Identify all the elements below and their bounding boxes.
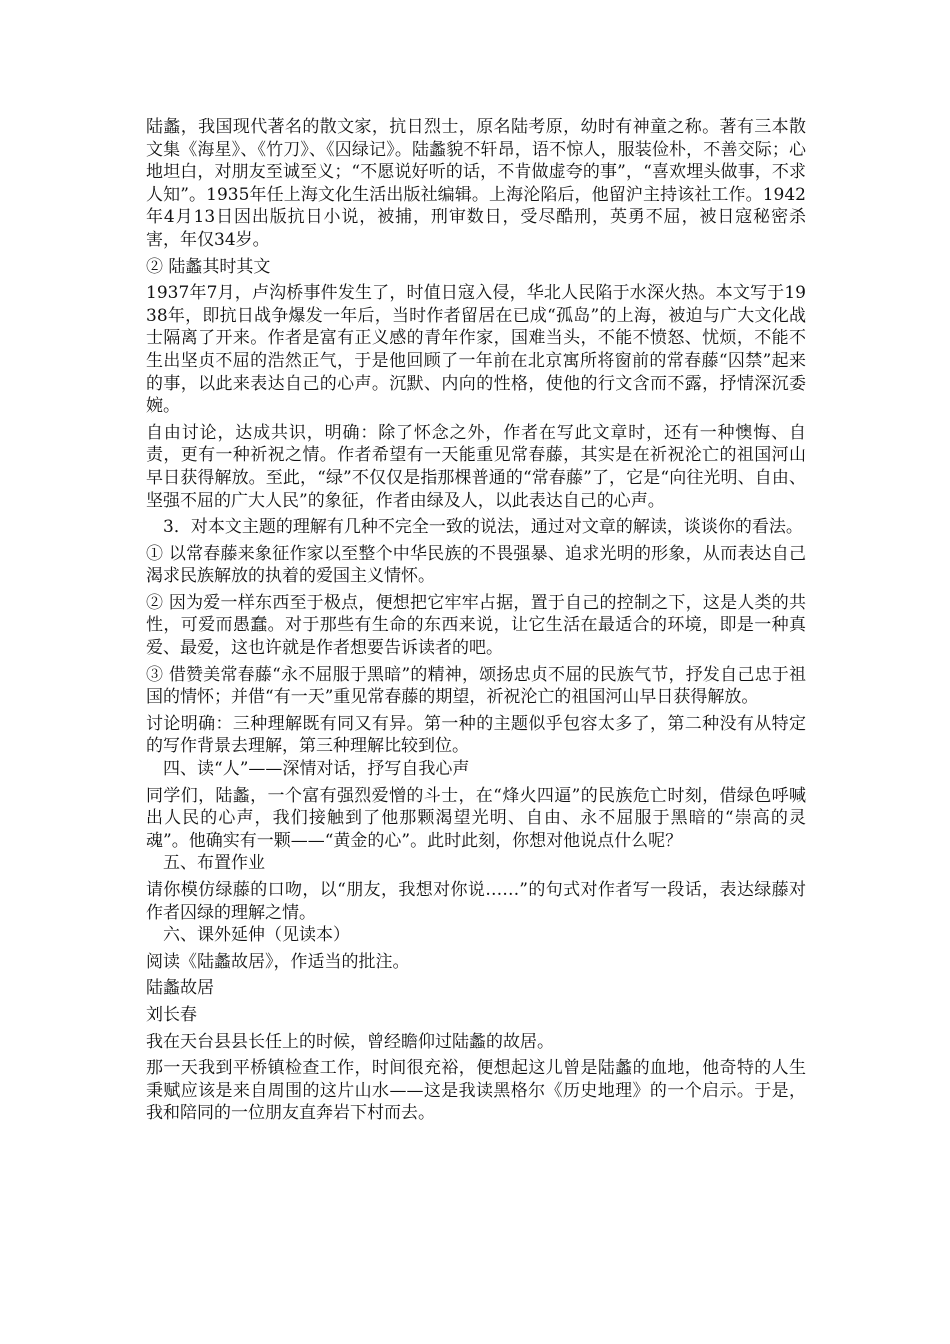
paragraph: 阅读《陆蠡故居》，作适当的批注。 [146,951,410,972]
paragraph: 六、课外延伸（见读本） [163,925,350,946]
paragraph: 同学们，陆蠡，一个富有强烈爱憎的斗士，在“烽火四逼”的民族危亡时刻，借绿色呼喊出人民的心声，我们接触到了他那颗渴望光明、自由、永不屈服于黑暗的“崇高的灵魂”。他确实有一颗——“黄金的心”。此时此刻，你想对他说点什么呢？ [146,785,806,851]
paragraph: 3．对本文主题的理解有几种不完全一致的说法，通过对文章的解读，谈谈你的看法。 [163,517,803,538]
paragraph: ① 以常春藤来象征作家以至整个中华民族的不畏强暴、追求光明的形象，从而表达自己渴求民族解放的执着的爱国主义情怀。 [146,543,806,587]
paragraph: 讨论明确：三种理解既有同又有异。第一种的主题似乎包容太多了，第二种没有从特定的写作背景去理解，第三种理解比较到位。 [146,713,806,757]
paragraph: ② 陆蠡其时其文 [146,256,271,277]
paragraph: 自由讨论，达成共识，明确：除了怀念之外，作者在写此文章时，还有一种懊悔、自责，更有一种祈祝之情。作者希望有一天能重见常春藤，其实是在祈祝沦亡的祖国河山早日获得解放。至此，“绿”不仅仅是指那棵普通的“常春藤”了，它是“向往光明、自由、坚强不屈的广大人民”的象征，作者由绿及人，以此表达自己的心声。 [146,422,806,511]
paragraph: 五、布置作业 [163,853,265,874]
paragraph: 那一天我到平桥镇检查工作，时间很充裕，便想起这儿曾是陆蠡的血地，他奇特的人生秉赋应该是来自周围的这片山水——这是我读黑格尔《历史地理》的一个启示。于是，我和陪同的一位朋友直奔岩下村而去。 [146,1058,806,1124]
paragraph: 四、读“人”——深情对话，抒写自我心声 [163,759,470,780]
paragraph: 陆蠡故居 [146,978,214,999]
paragraph: 1937年7月，卢沟桥事件发生了，时值日寇入侵，华北人民陷于水深火热。本文写于1938年，即抗日战争爆发一年后，当时作者留居在已成“孤岛”的上海，被迫与广大文化战士隔离了开来。作者是富有正义感的青年作家，国难当头，不能不愤怒、忧烦，不能不生出坚贞不屈的浩然正气，于是他回顾了一年前在北京寓所将窗前的常春藤“囚禁”起来的事，以此来表达自己的心声。沉默、内向的性格，使他的行文含而不露，抒情深沉委婉。 [146,283,806,417]
paragraph: 刘长春 [146,1004,197,1025]
document-body [146,116,806,1129]
paragraph: 陆蠡，我国现代著名的散文家，抗日烈士，原名陆考原，幼时有神童之称。著有三本散文集《海星》、《竹刀》、《囚绿记》。陆蠡貌不轩昂，语不惊人，服装俭朴，不善交际；心地坦白，对朋友至诚至义；“不愿说好听的话，不肯做虚夸的事”，“喜欢埋头做事，不求人知”。1935年任上海文化生活出版社编辑。上海沦陷后，他留沪主持该社工作。1942年4月13日因出版抗日小说，被捕，刑审数日，受尽酷刑，英勇不屈，被日寇秘密杀害，年仅34岁。 [146,117,806,250]
paragraph: ② 因为爱一样东西至于极点，便想把它牢牢占据，置于自己的控制之下，这是人类的共性，可爱而愚蠢。对于那些有生命的东西来说，让它生活在最适合的环境，即是一种真爱、最爱，这也许就是作者想要告诉读者的吧。 [146,592,806,659]
paragraph: ③ 借赞美常春藤“永不屈服于黑暗”的精神，颂扬忠贞不屈的民族气节，抒发自己忠于祖国的情怀；并借“有一天”重见常春藤的期望，祈祝沦亡的祖国河山早日获得解放。 [146,664,806,708]
paragraph: 请你模仿绿藤的口吻，以“朋友，我想对你说……”的句式对作者写一段话，表达绿藤对作者囚绿的理解之情。 [146,880,806,923]
paragraph: 我在天台县县长任上的时候，曾经瞻仰过陆蠡的故居。 [146,1031,554,1052]
